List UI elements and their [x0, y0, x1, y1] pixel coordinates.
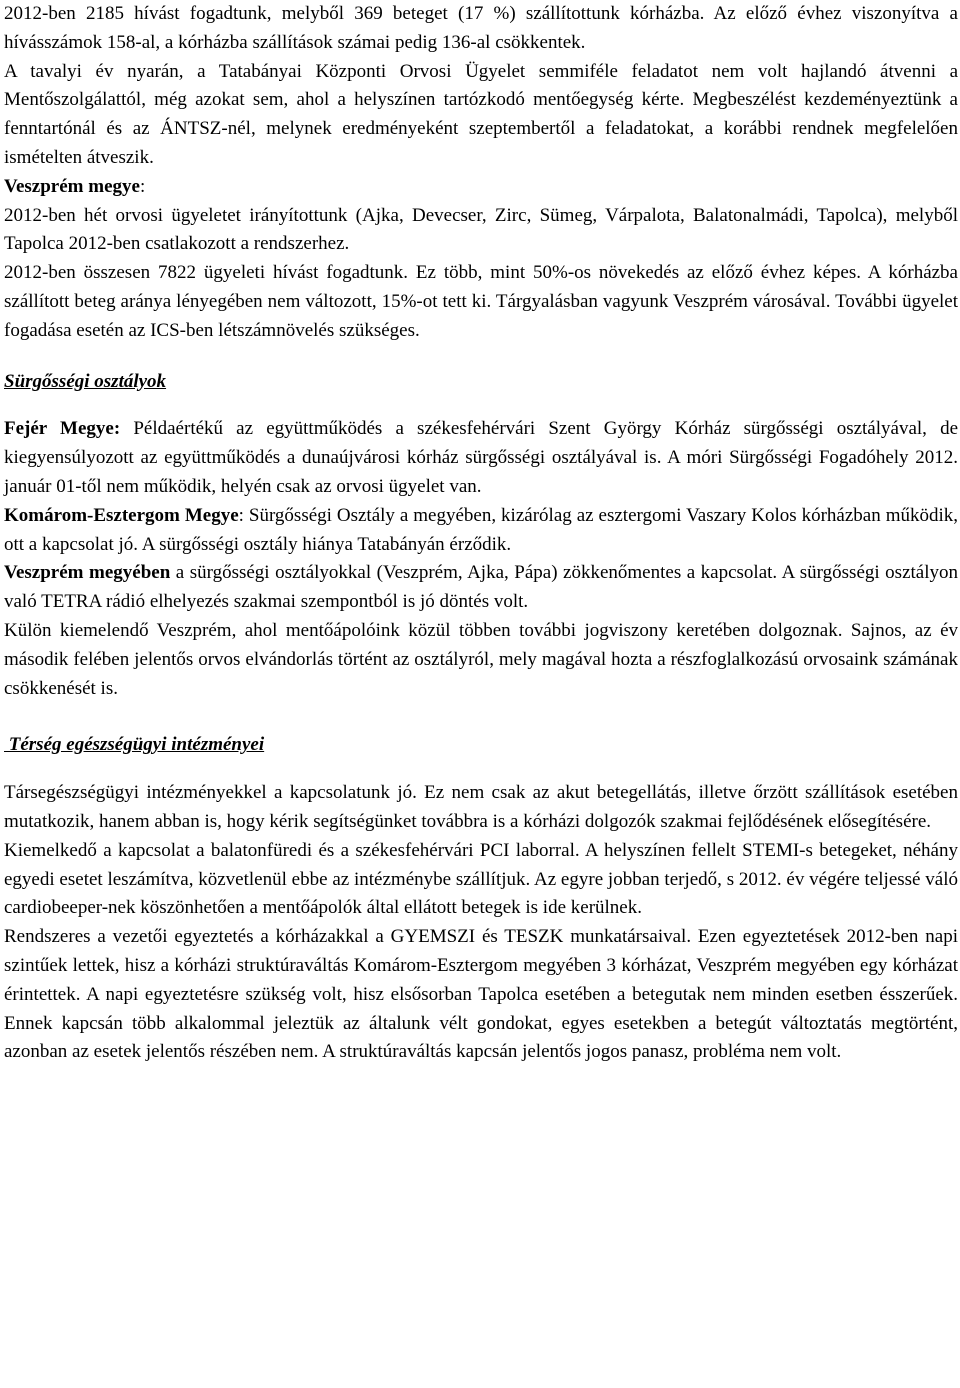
paragraph-komarom [4, 502, 958, 560]
paragraph-veszprem-emergency [4, 559, 958, 617]
section-heading-regional-institutions: Térség egészségügyi intézményei [4, 734, 265, 756]
paragraph-calls-summary: 2012-ben 2185 hívást fogadtunk, melyből 369 beteget (17 %) szállítottunk kórházba. Az előző évhez viszonyítva a hívásszámok 158-al, a kórházba szállítások számai pedig 136-al csökkentek. [4, 3, 958, 53]
paragraph-veszprem-staff: Külön kiemelendő Veszprém, ahol mentőápolóink közül többen további jogviszony keretében dolgoznak. Sajnos, az év második felében jelentős orvos elvándorlás történt az osztályról, mely magával hozta a részfoglalkozású orvosaink számának csökkenését is. [4, 619, 958, 699]
paragraph-pci-labs: Kiemelkedő a kapcsolat a balatonfüredi és a székesfehérvári PCI laborral. A helyszínen fellelt STEMI-s betegeket, néhány egyedi esetet leszámítva, közvetlenül ebbe az intézménybe szállítjuk. Az egyre jobban terjedő, s 2012. év végére teljessé váló cardiobeeper-nek köszönhetően a mentőápolók által ellátott betegek is ide kerülnek. [4, 839, 958, 919]
section-heading-emergency-departments: Sürgősségi osztályok [4, 370, 167, 392]
komarom-text: : Sürgősségi Osztály a megyében, kizárólag az esztergomi Vaszary Kolos kórházban működik, ott a kapcsolat jó. A sürgősségi osztály hiánya Tatabányán érződik. [4, 504, 958, 555]
paragraph-veszprem-calls: 2012-ben összesen 7822 ügyeleti hívást fogadtunk. Ez több, mint 50%-os növekedés az előző évhez képes. A kórházba szállított beteg aránya lényegében nem változott, 15%-ot tett ki. Tárgyalásban vagyunk Veszprém városával. További ügyelet fogadása esetén az ICS-ben létszámnövelés szükséges. [4, 262, 958, 341]
paragraph-hospital-coordination: Rendszeres a vezetői egyeztetés a kórházakkal a GYEMSZI és TESZK munkatársaival. Ezen egyeztetések 2012-ben napi szintűek lettek, hisz a kórházi struktúraváltás Komárom-Esztergom megyében 3 kórházat, Veszprém megyében egy kórházat érintettek. A napi egyeztetésre szükség volt, hisz elsősorban Tapolca esetében a betegutak nem minden esetben ésszerűek. Ennek kapcsán több alkalommal jeleztük az általunk vélt gondokat, egyes esetekben a betegút változtatás megtörtént, azonban az esetek jelentős részében nem. A struktúraváltás kapcsán jelentős jogos panasz, probléma nem volt. [4, 926, 958, 1063]
veszprem-emergency-label: Veszprém megyében [4, 562, 171, 584]
veszprem-label-colon: : [139, 175, 146, 197]
fejer-label: Fejér Megye: [4, 418, 121, 440]
paragraph-tatabanya-duty: A tavalyi év nyarán, a Tatabányai Központi Orvosi Ügyelet semmiféle feladatot nem volt hajlandó átvenni a Mentőszolgálattól, még azokat sem, ahol a helyszínen tartózkodó mentőegység kérte. Megbeszélést kezdeményeztünk a fenntartónál és az ÁNTSZ-nél, melynek eredményeként szeptembertől a feladatokat, a korábbi rendnek megfelelően ismételten átveszik. [4, 60, 958, 168]
paragraph-institutions-relations: Társegészségügyi intézményekkel a kapcsolatunk jó. Ez nem csak az akut betegellátás, illetve őrzött szállítások esetében mutatkozik, hanem abban is, hogy kérik segítségünket továbbra is a kórházi dolgozók szakmai fejlődésének elősegítésére. [4, 782, 958, 832]
fejer-text: Példaértékű az együttműködés a székesfehérvári Szent György Kórház sürgősségi osztályával, de kiegyensúlyozott az együttműködés a dunaújvárosi kórház sürgősségi osztályával is. A móri Sürgősségi Fogadóhely 2012. január 01-től nem működik, helyén csak az orvosi ügyelet van. [4, 418, 959, 497]
paragraph-veszprem-label [4, 173, 958, 202]
paragraph-fejer [4, 415, 958, 501]
veszprem-megye-label: Veszprém megye [4, 175, 140, 197]
paragraph-veszprem-duty: 2012-ben hét orvosi ügyeletet irányítottunk (Ajka, Devecser, Zirc, Sümeg, Várpalota, Balatonalmádi, Tapolca), melyből Tapolca 2012-ben csatlakozott a rendszerhez. [4, 204, 958, 255]
komarom-label: Komárom-Esztergom Megye [4, 504, 239, 526]
veszprem-emergency-text: a sürgősségi osztályokkal (Veszprém, Ajka, Pápa) zökkenőmentes a kapcsolat. A sürgősségi osztályon való TETRA rádió elhelyezés szakmai szempontból is jó döntés volt. [4, 562, 958, 613]
